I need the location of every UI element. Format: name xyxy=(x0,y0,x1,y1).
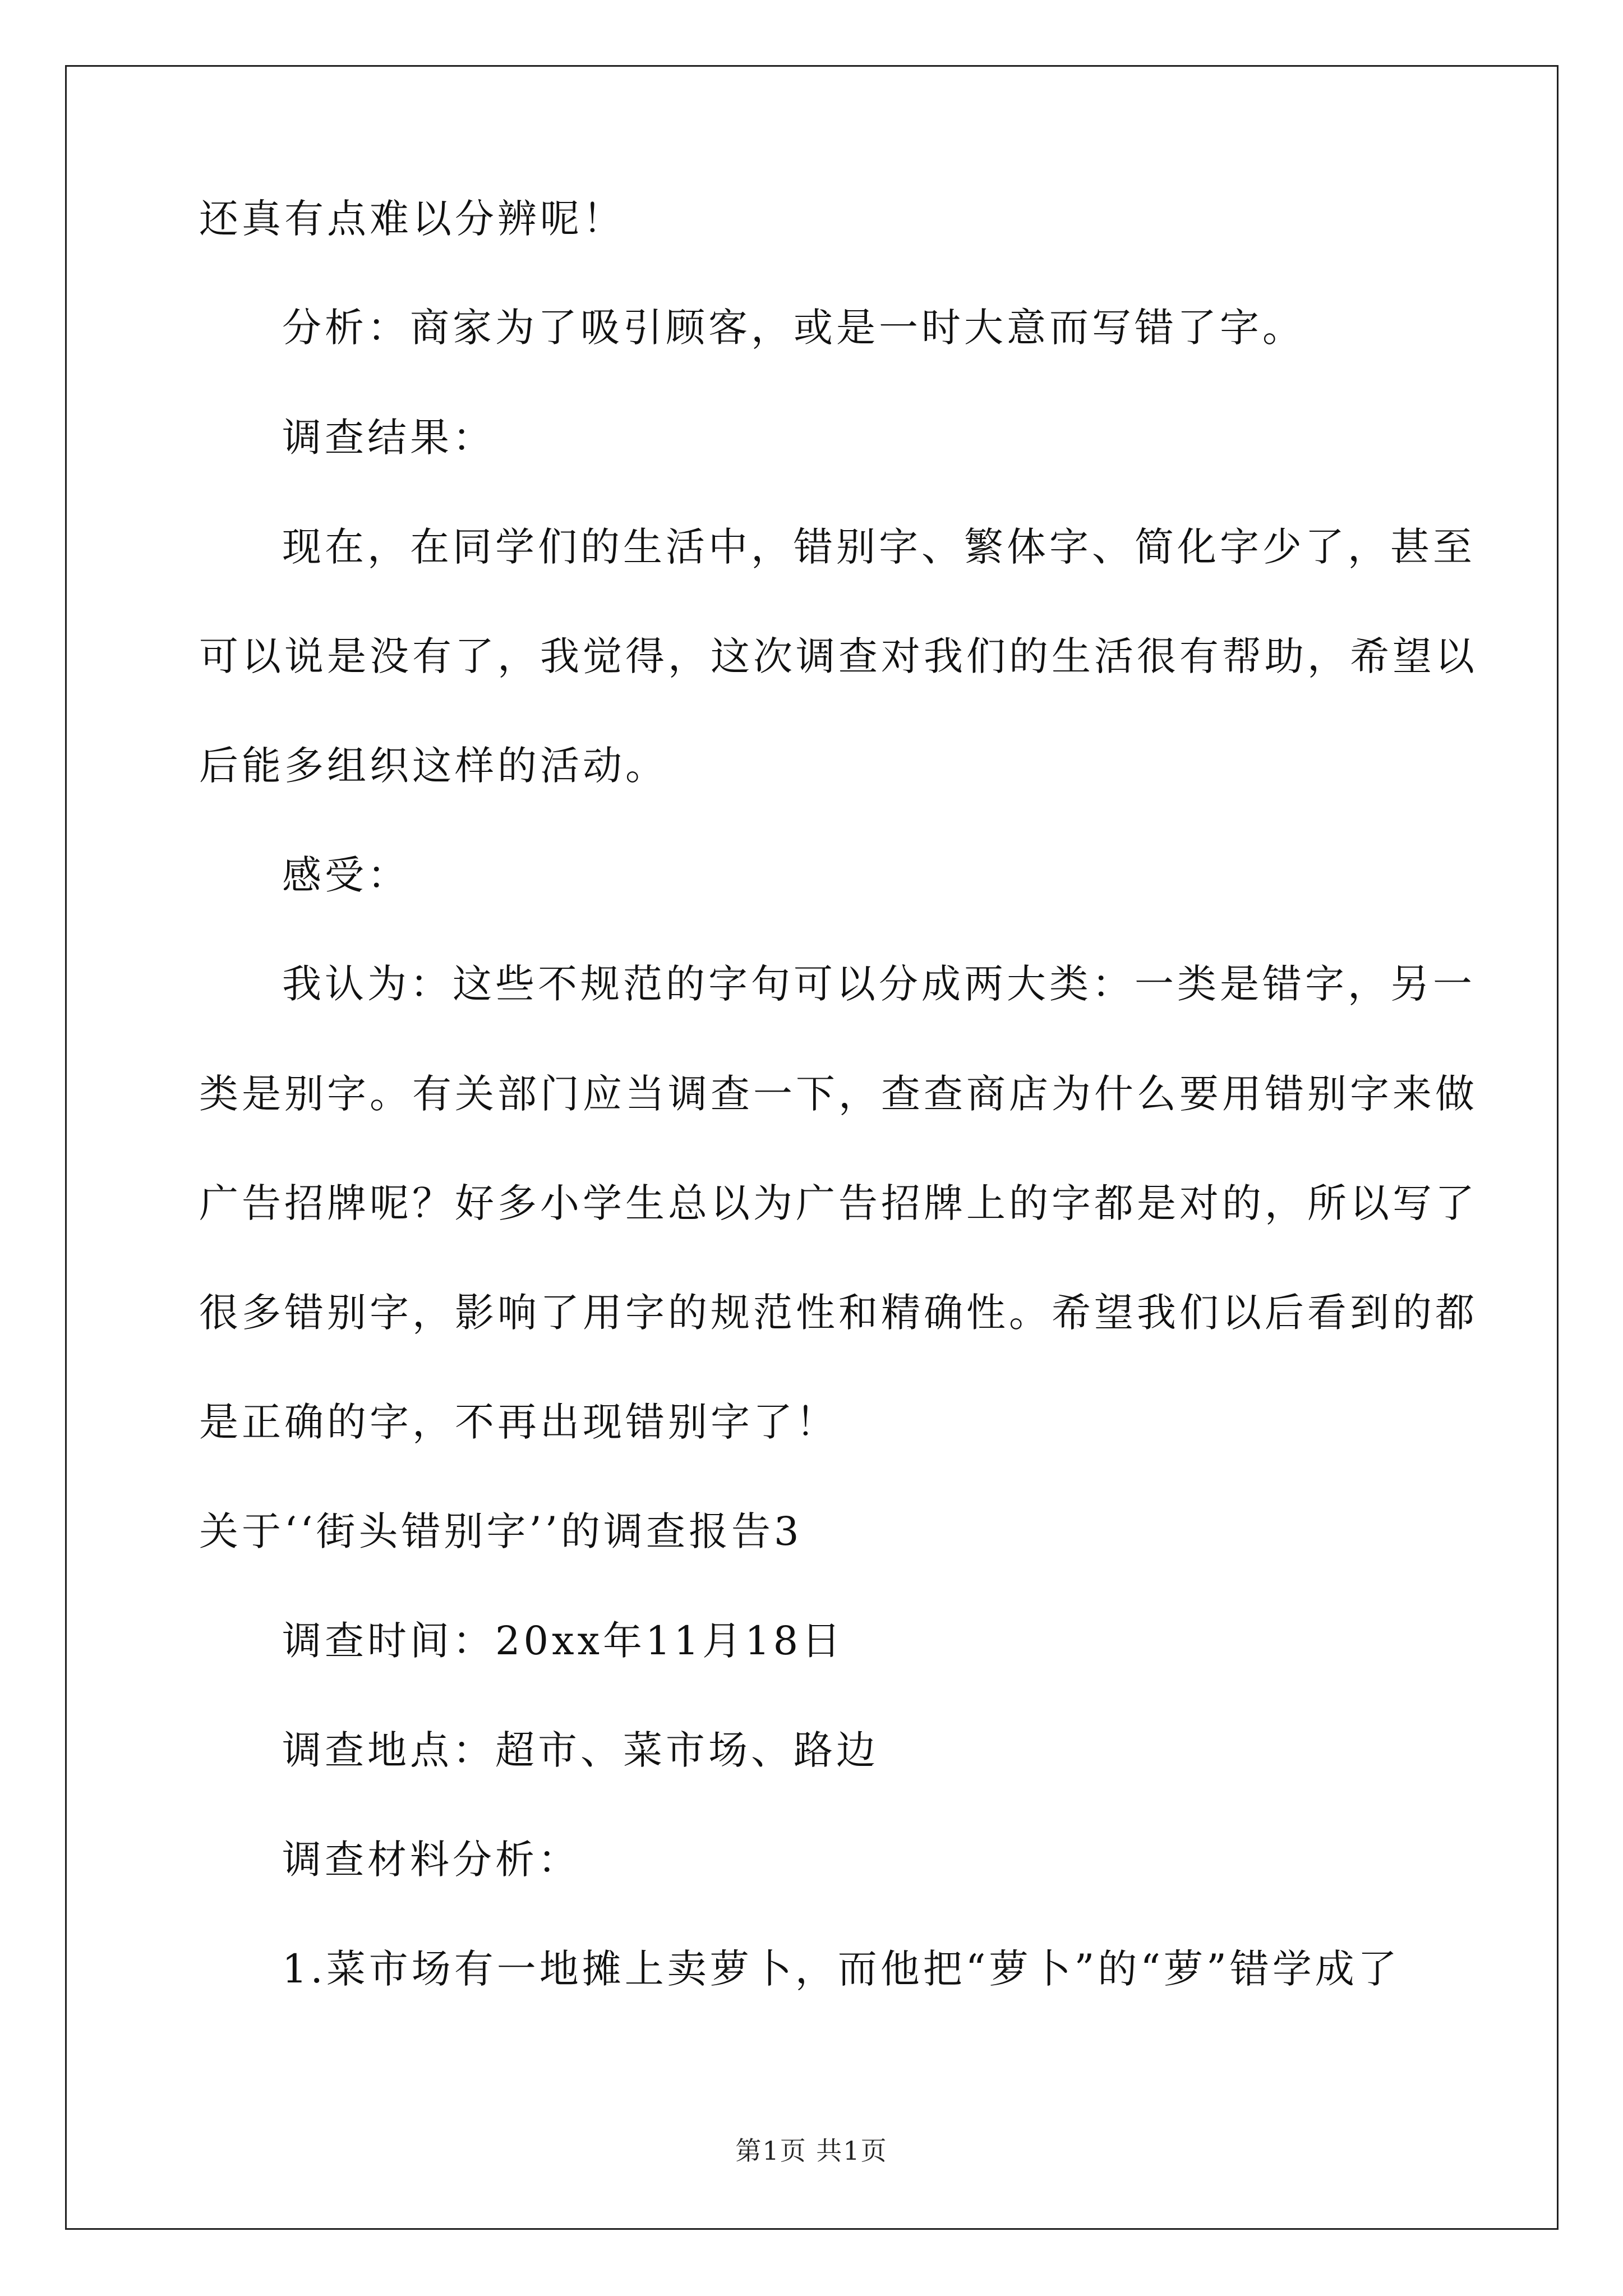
text-line: 现在，在同学们的生活中，错别字、繁体字、简化字少了，甚至 xyxy=(282,524,1476,570)
survey-time: 调查时间：20xx年11月18日 xyxy=(282,1618,845,1664)
section-heading-results: 调查结果： xyxy=(282,415,495,461)
page-frame xyxy=(65,65,1559,2230)
text-line: 后能多组织这样的活动。 xyxy=(199,743,668,789)
text-line: 是正确的字，不再出现错别字了！ xyxy=(199,1399,838,1445)
analysis-paragraph: 分析：商家为了吸引顾客，或是一时大意而写错了字。 xyxy=(282,305,1305,351)
section-heading-feelings: 感受： xyxy=(282,852,410,898)
text-line: 很多错别字，影响了用字的规范性和精确性。希望我们以后看到的都 xyxy=(199,1290,1478,1336)
text-line: 类是别字。有关部门应当调查一下，查查商店为什么要用错别字来做 xyxy=(199,1071,1478,1117)
report-title: 关于‘‘街头错别字’’的调查报告3 xyxy=(199,1508,803,1554)
page-footer: 第1页 共1页 xyxy=(735,2136,888,2166)
text-line: 可以说是没有了，我觉得，这次调查对我们的生活很有帮助，希望以 xyxy=(199,633,1478,679)
text-line: 1.菜市场有一地摊上卖萝卜，而他把“萝卜”的“萝”错学成了 xyxy=(282,1946,1400,1992)
survey-analysis-heading: 调查材料分析： xyxy=(282,1837,580,1883)
text-line: 我认为：这些不规范的字句可以分成两大类：一类是错字，另一 xyxy=(282,961,1476,1007)
survey-location: 调查地点：超市、菜市场、路边 xyxy=(282,1727,879,1773)
text-line: 还真有点难以分辨呢！ xyxy=(199,196,625,242)
text-line: 广告招牌呢？好多小学生总以为广告招牌上的字都是对的，所以写了 xyxy=(199,1180,1478,1226)
